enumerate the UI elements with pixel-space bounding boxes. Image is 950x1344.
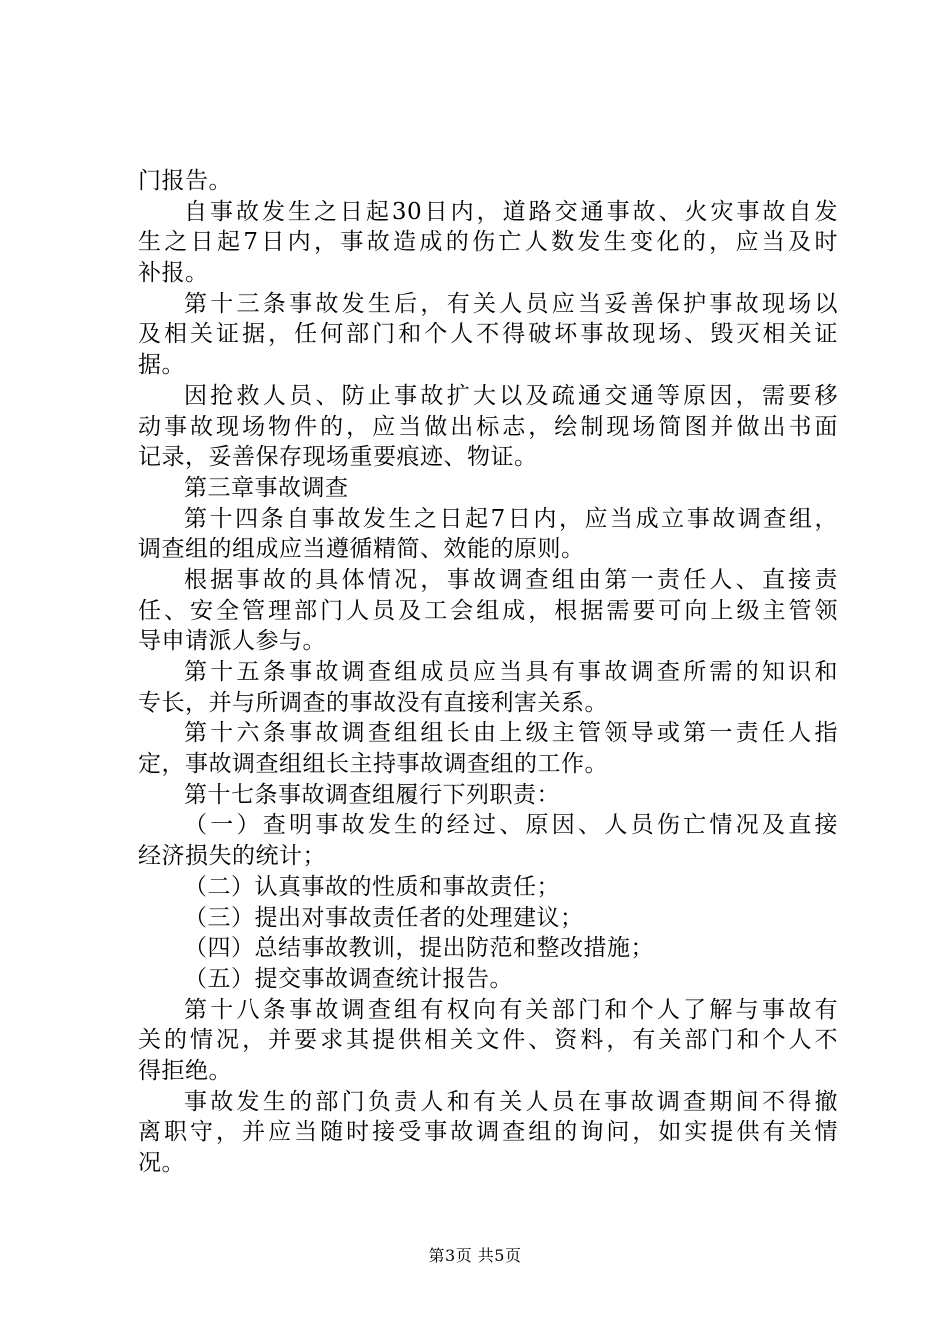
text-line: 关的情况，并要求其提供相关文件、资料，有关部门和个人不 (138, 1027, 838, 1054)
text-line: 导申请派人参与。 (138, 628, 326, 655)
text-line: 据。 (138, 352, 185, 379)
text-line: 门报告。 (138, 168, 232, 194)
text-line: 任、安全管理部门人员及工会组成，根据需要可向上级主管领 (138, 597, 838, 624)
text-line: 补报。 (138, 260, 209, 287)
text-line: 事故发生的部门负责人和有关人员在事故调查期间不得撤 (184, 1088, 838, 1115)
text-line: 经济损失的统计； (138, 843, 326, 870)
text-line: 离职守，并应当随时接受事故调查组的询问，如实提供有关情 (138, 1119, 838, 1146)
text-line: 第十四条自事故发生之日起7日内，应当成立事故调查组， (184, 505, 838, 532)
text-line: 专长，并与所调查的事故没有直接利害关系。 (138, 689, 608, 716)
text-line: （一）查明事故发生的经过、原因、人员伤亡情况及直接 (184, 812, 838, 839)
text-line: 定，事故调查组组长主持事故调查组的工作。 (138, 751, 608, 778)
text-line: 生之日起7日内，事故造成的伤亡人数发生变化的，应当及时 (138, 229, 838, 256)
text-line: 第三章事故调查 (184, 474, 349, 501)
text-line: 动事故现场物件的，应当做出标志，绘制现场简图并做出书面 (138, 413, 838, 440)
text-line: 根据事故的具体情况，事故调查组由第一责任人、直接责 (184, 566, 838, 593)
text-line: 得拒绝。 (138, 1057, 232, 1084)
text-line: 第十六条事故调查组组长由上级主管领导或第一责任人指 (184, 720, 838, 747)
text-line: 调查组的组成应当遵循精简、效能的原则。 (138, 536, 585, 563)
text-line: 因抢救人员、防止事故扩大以及疏通交通等原因，需要移 (184, 382, 838, 409)
text-line: （三）提出对事故责任者的处理建议； (184, 904, 584, 931)
text-line: 自事故发生之日起30日内，道路交通事故、火灾事故自发 (184, 198, 838, 225)
text-line: 记录，妥善保存现场重要痕迹、物证。 (138, 444, 538, 471)
text-line: （四）总结事故教训，提出防范和整改措施； (184, 935, 654, 962)
text-line: 第十五条事故调查组成员应当具有事故调查所需的知识和 (184, 659, 838, 685)
text-line: （二）认真事故的性质和事故责任； (184, 873, 560, 900)
document-body (138, 166, 838, 1179)
text-line: （五）提交事故调查统计报告。 (184, 965, 513, 992)
page-number-footer: 第3页 共5页 (428, 1246, 522, 1265)
text-line: 第十八条事故调查组有权向有关部门和个人了解与事故有 (184, 996, 838, 1023)
text-line: 第十三条事故发生后，有关人员应当妥善保护事故现场以 (184, 290, 838, 317)
text-line: 第十七条事故调查组履行下列职责： (184, 781, 560, 808)
text-line: 况。 (138, 1150, 185, 1176)
text-line: 及相关证据，任何部门和个人不得破坏事故现场、毁灭相关证 (138, 321, 838, 348)
